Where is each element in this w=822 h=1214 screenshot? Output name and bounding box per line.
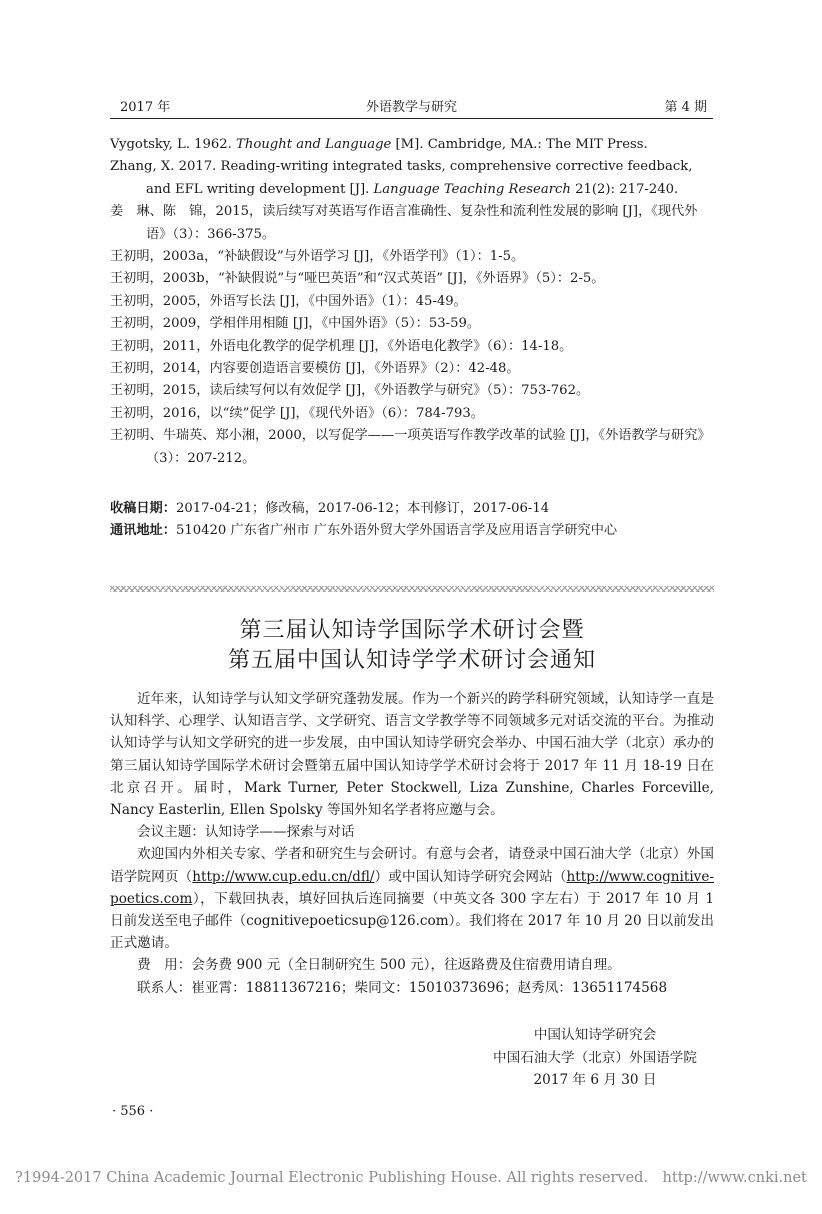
copyright-footer: ?1994-2017 China Academic Journal Electronic Publishing House. All rights reserved. http://www.cnki.net xyxy=(15,1170,807,1186)
cup-dfl-link[interactable]: http://www.cup.edu.cn/dfl/ xyxy=(192,868,375,885)
reference-item: 王初明，2003b，“补缺假说”与“哑巴英语”和“汉式英语” [J]，《外语界》（5）：2-5。 xyxy=(110,271,605,287)
header-journal-name: 外语教学与研究 xyxy=(365,100,457,115)
notice-title: 第三届认知诗学国际学术研讨会暨 第五届中国认知诗学学术研讨会通知 xyxy=(227,618,596,673)
reference-item: 王初明，2011，外语电化教学的促学机理 [J]，《外语电化教学》（6）：14-18。 xyxy=(110,338,573,354)
header-issue: 第 4 期 xyxy=(664,100,707,115)
reference-item: 王初明，2003a，“补缺假设”与外语学习 [J]，《外语学刊》（1）：1-5。 xyxy=(110,249,525,265)
reference-item: 姜 琳、陈 锦，2015，读后续写对英语写作语言准确性、复杂性和流利性发展的影响 [J]，《现代外语》（3）：366-375。 xyxy=(110,204,698,242)
article-meta xyxy=(110,498,714,543)
header-year: 2017 年 xyxy=(120,100,171,115)
notice-intro-paragraph: 近年来，认知诗学与认知文学研究蓬勃发展。作为一个新兴的跨学科研究领域，认知诗学一直是认知科学、心理学、认知语言学、文学研究、语言文学教学等不同领域多元对话交流的平台。为推动认知诗学与认知文学研究的进一步发展，由中国认知诗学研究会举办、中国石油大学（北京）承办的第三届认知诗学国际学术研讨会暨第五届中国认知诗学学术研讨会将于 2017 年 11 月 18-19 日在北京召开。届时，Mark Turner, Peter Stockwell, Liza Zunshine, Charles Forceville, Nancy Easterlin, Ellen Spolsky 等国外知名学者将应邀与会。 xyxy=(110,691,714,819)
reference-list xyxy=(110,134,714,470)
reference-item: 王初明、牛瑞英、郑小湘，2000，以写促学——一项英语写作教学改革的试验 [J]，《外语教学与研究》（3）：207-212。 xyxy=(110,428,711,466)
section-divider xyxy=(110,586,714,592)
correspondence-address: 通讯地址：510420 广东省广州市 广东外语外贸大学外国语言学及应用语言学研究中心 xyxy=(110,523,618,539)
page-number: · 556 · xyxy=(112,1104,154,1119)
notice-contacts: 联系人：崔亚霄：18811367216；柴同文：15010373696；赵秀凤：13651174568 xyxy=(137,979,668,996)
cognitive-poetics-link[interactable]: http://www.cognitive-poetics.com xyxy=(110,868,714,907)
notice-fees: 费 用：会务费 900 元（全日制研究生 500 元），往返路费及住宿费用请自理。 xyxy=(137,957,621,974)
notice-theme: 会议主题：认知诗学——探索与对话 xyxy=(137,824,355,841)
notice-body xyxy=(110,688,714,999)
reference-item: Zhang, X. 2017. Reading-writing integrated tasks, comprehensive corrective feedback, and EFL writing development [J]. Language Teaching Research 21(2): 217-240. xyxy=(110,159,693,197)
reference-item: 王初明，2015，读后续写何以有效促学 [J]，《外语教学与研究》（5）：753-762。 xyxy=(110,383,590,399)
notice-signature: 中国认知诗学研究会 中国石油大学（北京）外国语学院 2017 年 6 月 30 日 xyxy=(493,1027,697,1088)
reference-item: 王初明，2009，学相伴用相随 [J]，《中国外语》（5）：53-59。 xyxy=(110,316,481,332)
notice-invitation-paragraph: 欢迎国内外相关专家、学者和研究生与会研讨。有意与会者，请登录中国石油大学（北京）外国语学院网页（http://www.cup.edu.cn/dfl/）或中国认知诗学研究会网站（http://www.cognitive-poetics.com），下载回执表，填好回执后连同摘要（中英文各 300 字左右）于 2017 年 10 月 1 日前发送至电子邮件（cognitivepoeticsup@126.com）。我们将在 2017 年 10 月 20 日以前发出正式邀请。 xyxy=(110,846,714,952)
received-date: 收稿日期：2017-04-21；修改稿，2017-06-12；本刊修订，2017-06-14 xyxy=(110,501,550,516)
reference-item: 王初明，2014，内容要创造语言要模仿 [J]，《外语界》（2）：42-48。 xyxy=(110,361,520,377)
reference-item: 王初明，2005，外语写长法 [J]，《中国外语》（1）：45-49。 xyxy=(110,293,467,309)
reference-item: 王初明，2016，以“续”促学 [J]，《现代外语》（6）：784-793。 xyxy=(110,405,484,421)
running-header xyxy=(110,92,713,119)
reference-item: Vygotsky, L. 1962. Thought and Language [M]. Cambridge, MA.: The MIT Press. xyxy=(110,137,648,152)
